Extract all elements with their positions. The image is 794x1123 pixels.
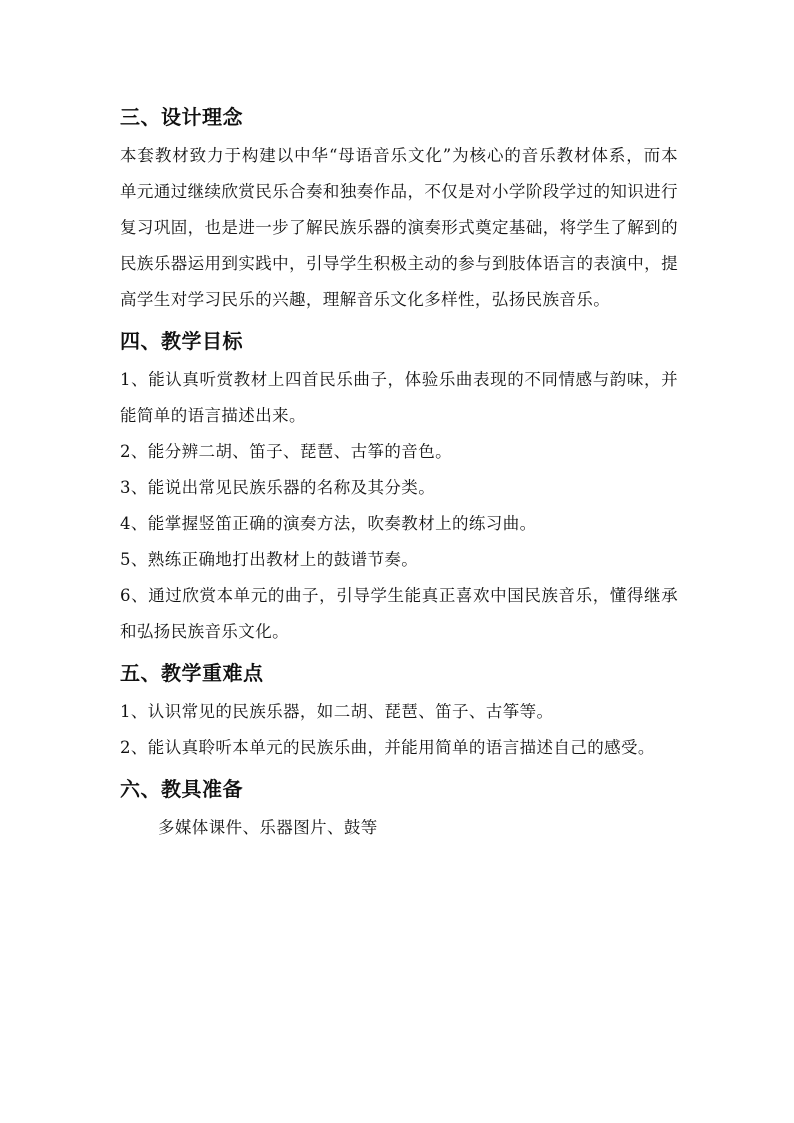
section-key-difficulties — [120, 652, 678, 766]
key-point-item-2: 2、能认真聆听本单元的民族乐曲，并能用简单的语言描述自己的感受。 — [120, 738, 655, 757]
goal-item-1: 1、能认真听赏教材上四首民乐曲子，体验乐曲表现的不同情感与韵味，并能简单的语言描述出来。 — [120, 370, 678, 425]
key-point-item-1: 1、认识常见的民族乐器，如二胡、琵琶、笛子、古筝等。 — [120, 702, 554, 721]
teaching-aids-text: 多媒体课件、乐器图片、鼓等 — [158, 818, 378, 837]
section-heading-design-concept: 三、设计理念 — [120, 105, 243, 129]
section-teaching-goals — [120, 320, 678, 650]
goal-item-6: 6、通过欣赏本单元的曲子，引导学生能真正喜欢中国民族音乐，懂得继承和弘扬民族音乐文化。 — [120, 586, 678, 641]
goal-item-4: 4、能掌握竖笛正确的演奏方法，吹奏教材上的练习曲。 — [120, 514, 537, 533]
document-page — [120, 96, 678, 846]
goal-item-3: 3、能说出常见民族乐器的名称及其分类。 — [120, 478, 436, 497]
section-teaching-aids — [120, 768, 678, 846]
section-heading-key-difficulties: 五、教学重难点 — [120, 661, 264, 685]
goal-item-5: 5、熟练正确地打出教材上的鼓谱节奏。 — [120, 550, 419, 569]
section-design-concept — [120, 96, 678, 318]
section-heading-teaching-goals: 四、教学目标 — [120, 329, 243, 353]
goal-item-2: 2、能分辨二胡、笛子、琵琶、古筝的音色。 — [120, 442, 452, 461]
section-heading-teaching-aids: 六、教具准备 — [120, 777, 243, 801]
design-concept-paragraph: 本套教材致力于构建以中华“母语音乐文化”为核心的音乐教材体系，而本单元通过继续欣赏民乐合奏和独奏作品，不仅是对小学阶段学过的知识进行复习巩固，也是进一步了解民族乐器的演奏形式奠定基础，将学生了解到的民族乐器运用到实践中，引导学生积极主动的参与到肢体语言的表演中，提高学生对学习民乐的兴趣，理解音乐文化多样性，弘扬民族音乐。 — [120, 146, 678, 309]
